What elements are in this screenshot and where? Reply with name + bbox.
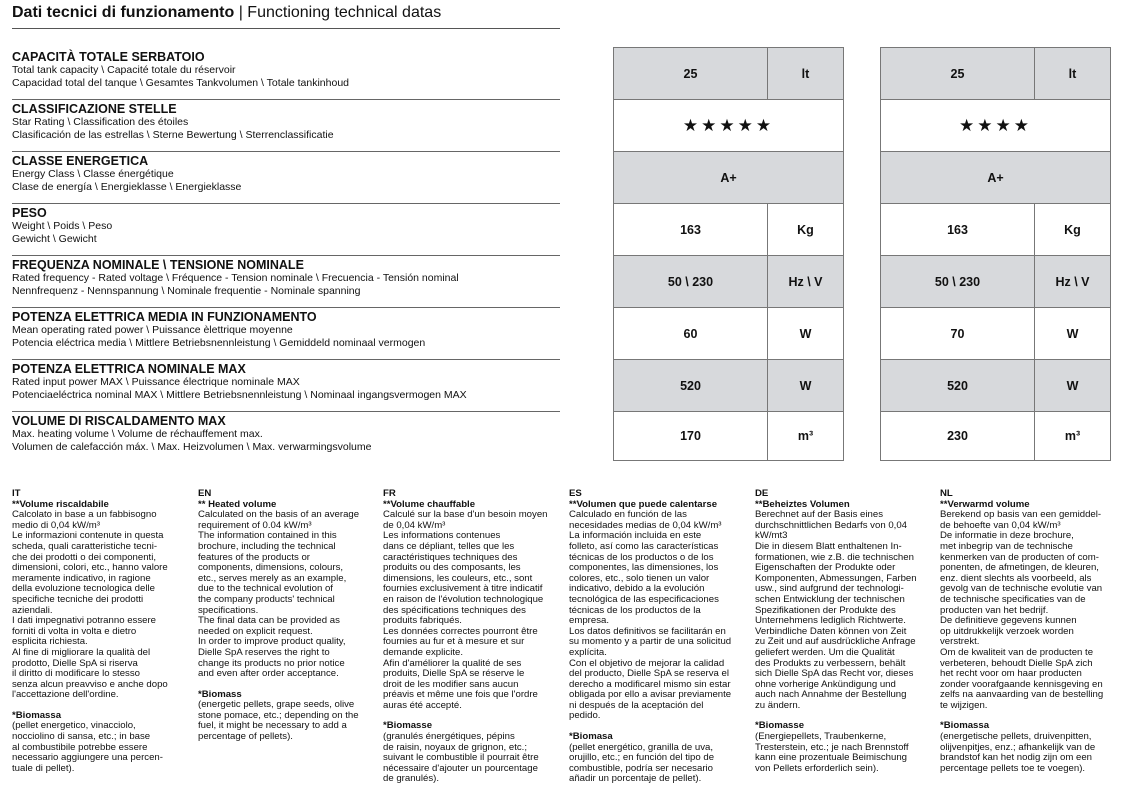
note-line: fournies exclusivement à titre indicatif: [383, 583, 543, 595]
note-line: l'accettazione dell'ordine.: [12, 689, 119, 701]
capacity-value: 25: [614, 48, 768, 100]
note-line: zonder voorafgaande kennisgeving en: [940, 678, 1103, 690]
spec-row-weight: [12, 204, 560, 256]
note-line: necessario aggiungere una percen-: [12, 752, 163, 764]
biomass-heading: *Biomasa: [569, 731, 613, 743]
frequency-voltage-unit: Hz \ V: [768, 256, 843, 308]
note-line: auras été accepté.: [383, 699, 462, 711]
note-line: Berekend op basis van een gemiddel-: [940, 509, 1102, 521]
note-line: zu ändern.: [755, 699, 801, 711]
note-line: componentes, las dimensiones, los: [569, 562, 719, 574]
spec-row-mean-power: [12, 308, 560, 360]
note-line: prodotto, Dielle SpA si riserva: [12, 657, 138, 669]
heating-volume-unit: m³: [797, 429, 814, 443]
language-code: IT: [12, 488, 21, 499]
note-line: enz. dient slechts als voorbeeld, als: [940, 572, 1092, 584]
note-line: change its products no prior notice: [198, 657, 345, 669]
note-line: formationen, wie z.B. die technischen: [755, 551, 914, 563]
note-line: needed on explicit request.: [198, 625, 313, 637]
note-line: en raison de l'évolution technologique: [383, 593, 544, 605]
heating-volume-unit: m³: [1064, 429, 1081, 443]
note-line: specifiche tecniche dei prodotti: [12, 593, 144, 605]
note-line: In order to improve product quality,: [198, 636, 346, 648]
note-line: produits ou des composants, les: [383, 562, 521, 574]
weight-unit: Kg: [1035, 204, 1110, 256]
biomass-heading: *Biomasse: [755, 720, 805, 732]
note-line: del producto, Dielle SpA se reserva el: [569, 668, 729, 680]
note-line: droit de les modifier sans aucun: [383, 678, 519, 690]
mean-power-unit: W: [768, 308, 843, 360]
note-line: requirement of 0.04 kW/m³: [198, 519, 312, 531]
heated-volume-heading: **Volume riscaldabile: [12, 498, 109, 510]
note-line: sich Dielle SpA das Recht vor, dieses: [755, 668, 914, 680]
note-line: olijvenpitjes, enz.; afhankelijk van de: [940, 741, 1096, 753]
page-header: [12, 4, 560, 29]
note-line: indicativo, debido a la evolución: [569, 583, 705, 595]
biomass-heading: *Biomassa: [12, 709, 62, 721]
note-line: Le informazioni contenute in questa: [12, 530, 164, 542]
note-line: (Energiepellets, Traubenkerne,: [755, 731, 887, 743]
spec-translation: Rated frequency - Rated voltage \ Fréquence - Tension nominale \ Frecuencia - Tensión nominal: [12, 272, 459, 284]
spec-translation: Mean operating rated power \ Puissance èlettrique moyenne: [12, 324, 293, 336]
note-line: nécessaire d'ajouter un pourcentage: [383, 762, 538, 774]
weight-value: 163: [881, 204, 1035, 256]
note-line: usw., sind aufgrund der technologi-: [755, 583, 904, 595]
note-line: verstrekt.: [940, 636, 980, 648]
spec-translation: Weight \ Poids \ Peso: [12, 220, 113, 232]
note-line: Die in diesem Blatt enthaltenen In-: [755, 540, 902, 552]
note-line: verbeteren, behoudt Dielle SpA zich: [940, 657, 1093, 669]
note-line: gevolg van de technische evolutie van: [940, 583, 1103, 595]
spec-title: CAPACITÀ TOTALE SERBATOIO: [12, 50, 205, 64]
note-line: The information contained in this: [198, 530, 337, 542]
note-line: añadir un porcentaje de pellet).: [569, 773, 702, 785]
note-line: Unternehmens lediglich Richtwerte.: [755, 615, 906, 627]
mean-power-value: 70: [881, 308, 1035, 360]
note-line: suivant le combustible il pourrait être: [383, 752, 539, 764]
note-line: su momento y a partir de una solicitud: [569, 636, 732, 648]
note-line: het recht voor om haar producten: [940, 668, 1082, 680]
note-line: percentage of pellets).: [198, 731, 293, 743]
note-line: Les données correctes pourront être: [383, 625, 538, 637]
note-line: senza alcun preavviso e anche dopo: [12, 678, 168, 690]
note-line: Afin d'améliorer la qualité de ses: [383, 657, 522, 669]
note-line: Berechnet auf der Basis eines: [755, 509, 883, 521]
spec-translation: Gewicht \ Gewicht: [12, 233, 97, 245]
note-line: specifications.: [198, 604, 259, 616]
spec-translation: Rated input power MAX \ Puissance électrique nominale MAX: [12, 376, 300, 388]
max-power-unit: W: [768, 360, 843, 412]
note-line: des Produkts zu verbessern, behält: [755, 657, 906, 669]
note-line: Calcolato in base a un fabbisogno: [12, 509, 157, 521]
note-line: tuale di pellet).: [12, 762, 75, 774]
heated-volume-heading: **Verwarmd volume: [940, 498, 1030, 510]
note-line: scheda, quali caratteristiche tecni-: [12, 540, 158, 552]
notes-nl: [940, 489, 1112, 774]
max-power-value: 520: [614, 360, 768, 412]
note-line: il diritto di modificare lo stesso: [12, 668, 140, 680]
spec-row-frequency-voltage: [12, 256, 560, 308]
frequency-voltage-unit: Hz \ V: [1035, 256, 1110, 308]
note-line: dans ce dépliant, telles que les: [383, 540, 515, 552]
spec-row-tank-capacity: [12, 48, 560, 100]
note-line: tecnológica de las especificaciones: [569, 593, 719, 605]
notes-en: [198, 489, 370, 743]
page-title: Dati tecnici di funzionamento: [12, 4, 235, 21]
spec-translation: Clase de energía \ Energieklasse \ Energieklasse: [12, 181, 242, 193]
spec-translation: Total tank capacity \ Capacité totale du réservoir: [12, 64, 236, 76]
note-line: von Pellets erforderlich sein).: [755, 762, 879, 774]
biomass-heading: *Biomass: [198, 688, 242, 700]
note-line: Calculated on the basis of an average: [198, 509, 360, 521]
spec-translation: Potencia eléctrica media \ Mittlere Betriebsnennleistung \ Gemiddeld nominaal vermogen: [12, 337, 426, 349]
note-line: (granulés énergétiques, pépins: [383, 731, 515, 743]
energy-class-value: A+: [881, 152, 1110, 204]
spec-title: POTENZA ELETTRICA MEDIA IN FUNZIONAMENTO: [12, 310, 317, 324]
note-line: Spezifikationen der Produkte des: [755, 604, 896, 616]
note-line: orujillo, etc.; en función del tipo de: [569, 752, 715, 764]
note-line: de 0,04 kW/m³: [383, 519, 446, 531]
page-subtitle: Functioning technical datas: [247, 4, 442, 21]
weight-unit: Kg: [768, 204, 843, 256]
spec-translation: Capacidad total del tanque \ Gesamtes Tankvolumen \ Totale tankinhoud: [12, 77, 349, 89]
note-line: fuel, it might be necessary to add a: [198, 720, 347, 732]
note-line: necesidades medias de 0,04 kW/m³: [569, 519, 722, 531]
model-b-values: [880, 47, 1111, 461]
note-line: Los datos definitivos se facilitarán en: [569, 625, 726, 637]
note-line: The final data can be provided as: [198, 615, 340, 627]
spec-translation: Max. heating volume \ Volume de réchauffement max.: [12, 428, 263, 440]
note-line: La información incluida en este: [569, 530, 702, 542]
note-line: préavis et même une fois que l'ordre: [383, 689, 538, 701]
frequency-voltage-value: 50 \ 230: [614, 256, 768, 308]
spec-title: FREQUENZA NOMINALE \ TENSIONE NOMINALE: [12, 258, 304, 272]
note-line: met inbegrip van de technische: [940, 540, 1073, 552]
note-line: te wijzigen.: [940, 699, 988, 711]
note-line: al combustibile potrebbe essere: [12, 741, 148, 753]
capacity-unit: lt: [1035, 48, 1110, 100]
mean-power-value: 60: [614, 308, 768, 360]
note-line: zelfs na aanvaarding van de bestelling: [940, 689, 1104, 701]
spec-translation: Star Rating \ Classification des étoiles: [12, 116, 189, 128]
spec-row-star-rating: [12, 100, 560, 152]
note-line: Verbindliche Daten können von Zeit: [755, 625, 907, 637]
note-line: the company products' technical: [198, 593, 335, 605]
note-line: (pellet energetico, vinacciolo,: [12, 720, 136, 732]
max-power-value: 520: [881, 360, 1035, 412]
note-line: kenmerken van de producten of com-: [940, 551, 1099, 563]
note-line: ni después de la aceptación del: [569, 699, 704, 711]
note-line: esplicita richiesta.: [12, 636, 88, 648]
note-line: de granulés).: [383, 773, 439, 785]
note-line: due to the technical evolution of: [198, 583, 333, 595]
note-line: técnicas de los productos de la: [569, 604, 701, 616]
heated-volume-heading: ** Heated volume: [198, 498, 277, 510]
note-line: aziendali.: [12, 604, 53, 616]
note-line: Con el objetivo de mejorar la calidad: [569, 657, 725, 669]
note-line: brochure, including the technical: [198, 540, 336, 552]
note-line: meramente indicativo, in ragione: [12, 572, 151, 584]
note-line: derecho a modificarel mismo sin estar: [569, 678, 731, 690]
notes-es: [569, 489, 741, 785]
note-line: forniti di volta in volta e dietro: [12, 625, 137, 637]
note-line: (energetic pellets, grape seeds, olive: [198, 699, 355, 711]
note-line: combustible, podría ser necesario: [569, 762, 713, 774]
capacity-value: 25: [881, 48, 1035, 100]
frequency-voltage-value: 50 \ 230: [881, 256, 1035, 308]
note-line: durchschnittlichen Bedarfs von 0,04: [755, 519, 907, 531]
spec-row-max-power: [12, 360, 560, 412]
note-line: schen Entwicklung der technischen: [755, 593, 905, 605]
language-code: NL: [940, 488, 953, 499]
note-line: explícita.: [569, 646, 607, 658]
notes-de: [755, 489, 927, 774]
spec-translation: Clasificación de las estrellas \ Sterne Bewertung \ Sterrenclassificatie: [12, 129, 334, 141]
spec-translation: Energy Class \ Classe énergétique: [12, 168, 174, 180]
note-line: stone pomace, etc.; depending on the: [198, 709, 359, 721]
heated-volume-heading: **Volumen que puede calentarse: [569, 498, 718, 510]
note-line: de behoefte van 0,04 kW/m³: [940, 519, 1061, 531]
language-code: FR: [383, 488, 396, 499]
note-line: components, dimensions, colours,: [198, 562, 344, 574]
max-power-unit: W: [1035, 360, 1110, 412]
note-line: de raisin, noyaux de grignon, etc.;: [383, 741, 527, 753]
capacity-unit: lt: [768, 48, 843, 100]
note-line: percentage pellets toe te voegen).: [940, 762, 1086, 774]
note-line: obligada por ello a avisar previamente: [569, 689, 732, 701]
note-line: (energetische pellets, druivenpitten,: [940, 731, 1092, 743]
spec-title: PESO: [12, 206, 47, 220]
note-line: fournies au fur et à mesure et sur: [383, 636, 525, 648]
note-line: caractéristiques techniques des: [383, 551, 518, 563]
note-line: dimensioni, colori, etc., hanno valore: [12, 562, 168, 574]
spec-translation: Nennfrequenz - Nennspannung \ Nominale frequentie - Nominale spanning: [12, 285, 361, 297]
biomass-heading: *Biomasse: [383, 720, 433, 732]
note-line: des spécifications techniques des: [383, 604, 526, 616]
note-line: nocciolino di sansa, etc.; in base: [12, 731, 151, 743]
note-line: Dielle SpA reserves the right to: [198, 646, 330, 658]
note-line: medio di 0,04 kW/m³: [12, 519, 100, 531]
language-code: DE: [755, 488, 769, 499]
note-line: técnicas de los productos o de los: [569, 551, 714, 563]
note-line: I dati impegnativi potranno essere: [12, 615, 156, 627]
spec-title: CLASSIFICAZIONE STELLE: [12, 102, 177, 116]
note-line: etc., serves merely as an example,: [198, 572, 347, 584]
notes-fr: [383, 489, 555, 785]
note-line: demande explicite.: [383, 646, 463, 658]
note-line: auch nach Annahme der Bestellung: [755, 689, 907, 701]
note-line: folleto, así como las características: [569, 540, 719, 552]
note-line: and even after order acceptance.: [198, 668, 339, 680]
spec-row-heating-volume: [12, 412, 560, 464]
note-line: empresa.: [569, 615, 609, 627]
title-separator: |: [238, 4, 243, 21]
note-line: Calculado en función de las: [569, 509, 687, 521]
spec-row-energy-class: [12, 152, 560, 204]
note-line: produits, Dielle SpA se réserve le: [383, 668, 525, 680]
model-a-values: [613, 47, 844, 461]
note-line: colores, etc., solo tienen un valor: [569, 572, 710, 584]
spec-title: VOLUME DI RISCALDAMENTO MAX: [12, 414, 226, 428]
note-line: Calculé sur la base d'un besoin moyen: [383, 509, 548, 521]
note-line: produits fabriqués.: [383, 615, 462, 627]
note-line: geliefert werden. Um die Qualität: [755, 646, 895, 658]
energy-class-value: A+: [614, 152, 843, 204]
note-line: zu Zeit und auf ausdrückliche Anfrage: [755, 636, 916, 648]
mean-power-unit: W: [1035, 308, 1110, 360]
spec-title: CLASSE ENERGETICA: [12, 154, 149, 168]
star-rating: ★★★★: [881, 100, 1110, 152]
note-line: brandstof kan het nodig zijn om een: [940, 752, 1093, 764]
note-line: Al fine di migliorare la qualità del: [12, 646, 151, 658]
note-line: pedido.: [569, 710, 601, 722]
spec-translation: Potenciaeléctrica nominal MAX \ Mittlere Betriebsnennleistung \ Nominaal ingangsvermogen MAX: [12, 389, 467, 401]
note-line: Les informations contenues: [383, 530, 501, 542]
note-line: ohne vorherige Ankündigung und: [755, 678, 896, 690]
spec-translation: Volumen de calefacción máx. \ Max. Heizvolumen \ Max. verwarmingsvolume: [12, 441, 372, 453]
note-line: De definitieve gegevens kunnen: [940, 615, 1077, 627]
note-line: features of the products or: [198, 551, 310, 563]
weight-value: 163: [614, 204, 768, 256]
note-line: (pellet energético, granilla de uva,: [569, 741, 713, 753]
note-line: de technische specificaties van de: [940, 593, 1086, 605]
heated-volume-heading: **Beheiztes Volumen: [755, 498, 850, 510]
notes-it: [12, 489, 184, 774]
note-line: De informatie in deze brochure,: [940, 530, 1074, 542]
note-line: producten van het bedrijf.: [940, 604, 1049, 616]
heated-volume-heading: **Volume chauffable: [383, 498, 476, 510]
note-line: ponenten, de afmetingen, de kleuren,: [940, 562, 1099, 574]
note-line: Komponenten, Abmessungen, Farben: [755, 572, 917, 584]
note-line: op uitdrukkelijk verzoek worden: [940, 625, 1074, 637]
heating-volume-value: 170: [614, 412, 768, 460]
note-line: Eigenschaften der Produkte oder: [755, 562, 896, 574]
note-line: kann eine prozentuale Beimischung: [755, 752, 908, 764]
language-code: EN: [198, 488, 212, 499]
note-line: kW/mt3: [755, 530, 788, 542]
language-code: ES: [569, 488, 582, 499]
note-line: che dei prodotti o dei componenti,: [12, 551, 156, 563]
heating-volume-value: 230: [881, 412, 1035, 460]
note-line: Om de kwaliteit van de producten te: [940, 646, 1094, 658]
note-line: dimensions, les couleurs, etc., sont: [383, 572, 533, 584]
note-line: della evoluzione tecnologica delle: [12, 583, 155, 595]
note-line: Tresterstein, etc.; je nach Brennstoff: [755, 741, 909, 753]
spec-title: POTENZA ELETTRICA NOMINALE MAX: [12, 362, 246, 376]
star-rating: ★★★★★: [614, 100, 843, 152]
biomass-heading: *Biomassa: [940, 720, 990, 732]
